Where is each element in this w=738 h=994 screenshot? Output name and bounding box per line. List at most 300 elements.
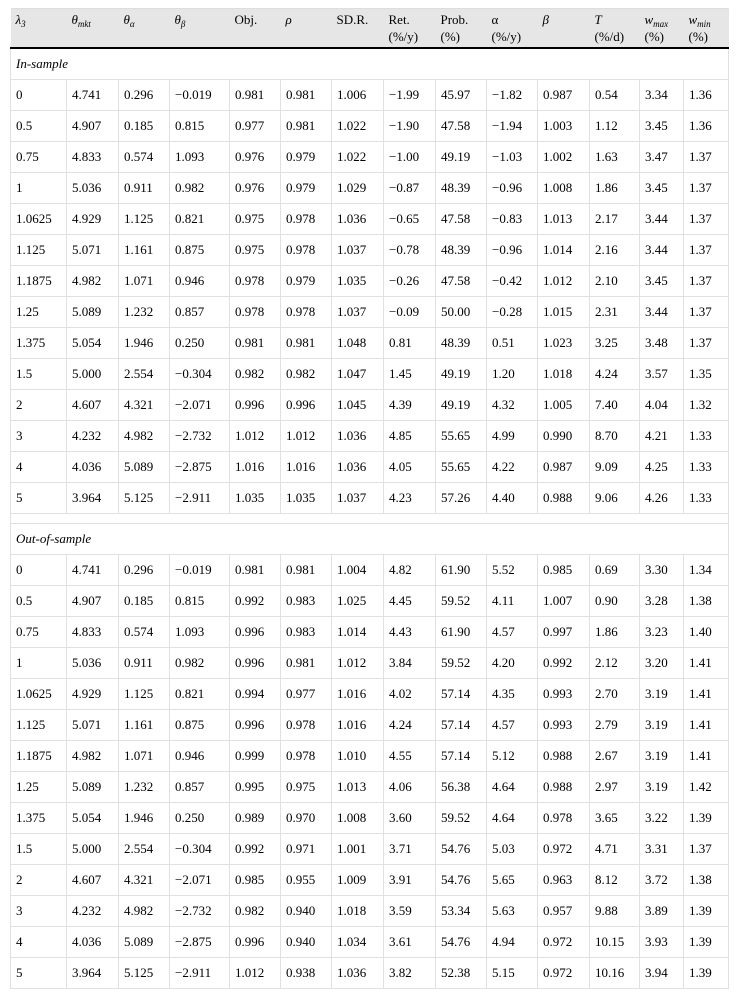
table-cell: 59.52 (436, 648, 487, 679)
table-cell: 1.018 (332, 896, 384, 927)
table-cell: 1.36 (684, 80, 729, 111)
table-row (11, 390, 729, 421)
table-row (11, 648, 729, 679)
table-cell: 3.23 (640, 617, 684, 648)
column-header-unit: (%) (644, 29, 664, 44)
table-cell: 2.79 (590, 710, 640, 741)
table-cell: 1.018 (538, 359, 590, 390)
table-cell: 1.003 (538, 111, 590, 142)
table-cell: −2.732 (170, 421, 230, 452)
table-cell: 3.65 (590, 803, 640, 834)
table-cell: 1.5 (11, 359, 67, 390)
table-cell: 3.964 (67, 958, 119, 989)
table-cell: 1.41 (684, 648, 729, 679)
table-cell: 48.39 (436, 328, 487, 359)
table-cell: 0.994 (230, 679, 281, 710)
table-cell: 1.093 (170, 617, 230, 648)
table-cell: 4.907 (67, 586, 119, 617)
table-cell: 4.99 (487, 421, 538, 452)
table-cell: 4.57 (487, 710, 538, 741)
table-cell: 0.821 (170, 679, 230, 710)
table-cell: 1.007 (538, 586, 590, 617)
table-row (11, 204, 729, 235)
table-row (11, 741, 729, 772)
table-cell: 2.70 (590, 679, 640, 710)
table-cell: 57.26 (436, 483, 487, 514)
table-cell: 47.58 (436, 266, 487, 297)
table-cell: −2.071 (170, 390, 230, 421)
table-cell: 4.21 (640, 421, 684, 452)
table-cell: 1.86 (590, 617, 640, 648)
table-cell: 1.022 (332, 111, 384, 142)
table-cell: 1.37 (684, 173, 729, 204)
table-cell: 0.996 (230, 390, 281, 421)
table-cell: 0.978 (281, 204, 332, 235)
table-cell: 0.987 (538, 80, 590, 111)
table-cell: 1.40 (684, 617, 729, 648)
table-cell: 3.93 (640, 927, 684, 958)
column-header-unit: (%/y) (388, 29, 419, 44)
table-row (11, 235, 729, 266)
table-cell: 0.988 (538, 741, 590, 772)
table-cell: 1.35 (684, 359, 729, 390)
table-cell: 0.972 (538, 958, 590, 989)
table-cell: −0.09 (384, 297, 436, 328)
table-cell: 1.86 (590, 173, 640, 204)
table-cell: 3 (11, 896, 67, 927)
column-header (67, 9, 119, 49)
column-header-label (72, 11, 116, 28)
table-cell: 56.38 (436, 772, 487, 803)
table-cell: 1.41 (684, 741, 729, 772)
table-cell: 0.977 (230, 111, 281, 142)
table-cell: 1.047 (332, 359, 384, 390)
column-header-symbol: α (491, 12, 499, 27)
table-cell: 4.55 (384, 741, 436, 772)
table-cell: 2.554 (119, 834, 170, 865)
table-cell: 1.38 (684, 586, 729, 617)
table-cell: 3.94 (640, 958, 684, 989)
table-cell: 0.990 (538, 421, 590, 452)
table-cell: 2.17 (590, 204, 640, 235)
table-cell: 4.23 (384, 483, 436, 514)
column-header-subscript: 3 (21, 19, 26, 29)
table-cell: 1.375 (11, 328, 67, 359)
table-cell: 5.089 (67, 772, 119, 803)
table-cell: 4.57 (487, 617, 538, 648)
column-header (170, 9, 230, 49)
table-cell: 2 (11, 390, 67, 421)
table-cell: 4.82 (384, 555, 436, 586)
table-cell: 1.37 (684, 834, 729, 865)
table-cell: 3.59 (384, 896, 436, 927)
table-cell: 1.41 (684, 679, 729, 710)
table-cell: 5.054 (67, 803, 119, 834)
table-cell: 4.24 (590, 359, 640, 390)
table-row (11, 834, 729, 865)
table-cell: 3.84 (384, 648, 436, 679)
section-heading-row (11, 48, 729, 80)
table-cell: 0.987 (538, 452, 590, 483)
table-cell: 1.63 (590, 142, 640, 173)
table-cell: 4.40 (487, 483, 538, 514)
table-cell: 47.58 (436, 111, 487, 142)
table-cell: 0.988 (538, 772, 590, 803)
table-cell: −1.94 (487, 111, 538, 142)
table-cell: 0.978 (281, 235, 332, 266)
table-cell: 4.05 (384, 452, 436, 483)
table-cell: 1.037 (332, 297, 384, 328)
table-cell: 0.857 (170, 297, 230, 328)
table-cell: 1.41 (684, 710, 729, 741)
table-cell: 3.89 (640, 896, 684, 927)
table-cell: 3.19 (640, 772, 684, 803)
table-cell: 4.85 (384, 421, 436, 452)
table-cell: 5.125 (119, 958, 170, 989)
table-cell: −0.019 (170, 80, 230, 111)
column-header-subscript: mkt (77, 19, 91, 29)
table-cell: 0.983 (281, 586, 332, 617)
table-cell: 1.016 (332, 710, 384, 741)
table-row (11, 617, 729, 648)
table-cell: 1.0625 (11, 679, 67, 710)
column-header (487, 9, 538, 49)
table-cell: 5.036 (67, 173, 119, 204)
table-cell: 1.125 (11, 710, 67, 741)
table-cell: 3.19 (640, 741, 684, 772)
column-header-subscript: min (697, 19, 711, 29)
column-header (640, 9, 684, 49)
table-cell: −0.87 (384, 173, 436, 204)
table-cell: 1.125 (11, 235, 67, 266)
table-row (11, 586, 729, 617)
column-header-symbol: Ret. (388, 12, 410, 27)
table-cell: 0.946 (170, 266, 230, 297)
table-cell: 2.554 (119, 359, 170, 390)
table-cell: 54.76 (436, 927, 487, 958)
table-cell: 4.741 (67, 80, 119, 111)
table-cell: 0.982 (230, 359, 281, 390)
table-row (11, 555, 729, 586)
table-cell: 1.004 (332, 555, 384, 586)
table-cell: 1.013 (538, 204, 590, 235)
table-cell: 1.035 (332, 266, 384, 297)
table-cell: 0.875 (170, 710, 230, 741)
table-cell: 2.97 (590, 772, 640, 803)
table-cell: 0.981 (281, 648, 332, 679)
table-cell: 0.992 (230, 586, 281, 617)
table-cell: 5.63 (487, 896, 538, 927)
table-cell: 0.90 (590, 586, 640, 617)
table-cell: 3.44 (640, 297, 684, 328)
table-cell: 1.009 (332, 865, 384, 896)
table-cell: 4.833 (67, 142, 119, 173)
section-title: In-sample (11, 48, 729, 80)
table-body (11, 48, 729, 989)
table-cell: 5.089 (67, 297, 119, 328)
table-cell: 2.16 (590, 235, 640, 266)
column-header-symbol: λ (15, 12, 22, 27)
table-cell: 49.19 (436, 359, 487, 390)
table-cell: 3.28 (640, 586, 684, 617)
table-cell: 4.232 (67, 421, 119, 452)
table-cell: 0.982 (170, 173, 230, 204)
column-header-subscript: α (129, 19, 135, 29)
table-cell: 1.045 (332, 390, 384, 421)
column-header (332, 9, 384, 49)
table-cell: 1.161 (119, 710, 170, 741)
table-cell: −0.78 (384, 235, 436, 266)
table-cell: 0.574 (119, 617, 170, 648)
table-cell: 53.34 (436, 896, 487, 927)
column-header-unit: (%/y) (491, 29, 522, 44)
section-heading-row (11, 524, 729, 555)
table-cell: 10.15 (590, 927, 640, 958)
table-cell: 1.016 (332, 679, 384, 710)
table-cell: 4.02 (384, 679, 436, 710)
table-cell: 0.75 (11, 617, 67, 648)
table-cell: 0.975 (281, 772, 332, 803)
table-cell: 5 (11, 483, 67, 514)
table-cell: 0.985 (538, 555, 590, 586)
table-cell: 0.978 (230, 266, 281, 297)
table-cell: 2.67 (590, 741, 640, 772)
table-cell: 4.321 (119, 865, 170, 896)
column-header-label (16, 11, 64, 28)
table-cell: 3.71 (384, 834, 436, 865)
table-cell: 0.963 (538, 865, 590, 896)
table-cell: 0.982 (170, 648, 230, 679)
table-cell: 0.815 (170, 111, 230, 142)
table-cell: 0.875 (170, 235, 230, 266)
table-cell: 3.22 (640, 803, 684, 834)
table-cell: 4.232 (67, 896, 119, 927)
table-cell: 1.45 (384, 359, 436, 390)
table-cell: 54.76 (436, 834, 487, 865)
table-cell: 0.975 (230, 204, 281, 235)
table-cell: 0.54 (590, 80, 640, 111)
table-cell: 4.741 (67, 555, 119, 586)
table-cell: 1.34 (684, 555, 729, 586)
column-header-symbol: w (688, 12, 698, 27)
table-cell: 0.999 (230, 741, 281, 772)
table-cell: −0.96 (487, 235, 538, 266)
table-cell: 3.25 (590, 328, 640, 359)
table-cell: 1.37 (684, 142, 729, 173)
table-cell: 4.32 (487, 390, 538, 421)
table-cell: 1 (11, 648, 67, 679)
column-header-subscript: β (180, 19, 186, 29)
table-cell: 1.001 (332, 834, 384, 865)
table-cell: 0.946 (170, 741, 230, 772)
table-cell: 1.39 (684, 927, 729, 958)
table-cell: 4 (11, 452, 67, 483)
table-cell: 57.14 (436, 741, 487, 772)
table-cell: 1.5 (11, 834, 67, 865)
table-cell: 3.44 (640, 235, 684, 266)
column-header (119, 9, 170, 49)
table-cell: 1.012 (230, 421, 281, 452)
table-cell: 3.91 (384, 865, 436, 896)
column-header-symbol: Obj. (234, 12, 258, 27)
table-cell: 10.16 (590, 958, 640, 989)
table-cell: 1.12 (590, 111, 640, 142)
table-cell: 1.37 (684, 266, 729, 297)
table-cell: 0.75 (11, 142, 67, 173)
column-header-label (337, 11, 381, 28)
table-cell: 0.997 (538, 617, 590, 648)
table-cell: −1.00 (384, 142, 436, 173)
table-cell: 0.955 (281, 865, 332, 896)
table-cell: 1.013 (332, 772, 384, 803)
table-cell: 3.45 (640, 111, 684, 142)
column-header-label (689, 11, 726, 28)
table-cell: 4.321 (119, 390, 170, 421)
table-cell: 0.5 (11, 111, 67, 142)
column-header-symbol: ρ (285, 12, 292, 27)
table-cell: 1.010 (332, 741, 384, 772)
column-header (538, 9, 590, 49)
column-header-label (389, 11, 433, 28)
table-cell: 1.37 (684, 235, 729, 266)
table-cell: 1.037 (332, 483, 384, 514)
column-header-symbol: w (644, 12, 654, 27)
table-cell: 4.45 (384, 586, 436, 617)
column-header-unit: (%/d) (594, 29, 625, 44)
table-cell: 4.04 (640, 390, 684, 421)
table-cell: 0.250 (170, 803, 230, 834)
table-cell: 0.972 (538, 927, 590, 958)
table-cell: 1.33 (684, 452, 729, 483)
table-cell: 0.996 (230, 648, 281, 679)
table-cell: 5.000 (67, 834, 119, 865)
table-row (11, 452, 729, 483)
table-cell: 48.39 (436, 173, 487, 204)
table-cell: 1.25 (11, 772, 67, 803)
table-cell: 4.929 (67, 204, 119, 235)
table-cell: 4.94 (487, 927, 538, 958)
table-cell: 0.992 (230, 834, 281, 865)
table-cell: 3 (11, 421, 67, 452)
table-cell: 4.982 (119, 896, 170, 927)
table-cell: 1.034 (332, 927, 384, 958)
table-cell: 5.03 (487, 834, 538, 865)
table-cell: 1.36 (684, 111, 729, 142)
table-cell: 0.993 (538, 679, 590, 710)
table-cell: 1.125 (119, 204, 170, 235)
column-header-symbol: Prob. (440, 12, 469, 27)
table-cell: 0.81 (384, 328, 436, 359)
table-cell: 4.929 (67, 679, 119, 710)
table-cell: 1.20 (487, 359, 538, 390)
table-cell: 8.12 (590, 865, 640, 896)
table-cell: 1.035 (281, 483, 332, 514)
table-cell: −0.96 (487, 173, 538, 204)
table-cell: 5.12 (487, 741, 538, 772)
table-cell: 1.946 (119, 803, 170, 834)
table-cell: 0.970 (281, 803, 332, 834)
table-cell: 0.981 (281, 555, 332, 586)
table-cell: 0.982 (281, 359, 332, 390)
table-cell: 0.821 (170, 204, 230, 235)
table-cell: 0.983 (281, 617, 332, 648)
table-cell: 4.26 (640, 483, 684, 514)
column-header-label (492, 11, 535, 28)
table-cell: 45.97 (436, 80, 487, 111)
table-row (11, 297, 729, 328)
table-cell: 5.65 (487, 865, 538, 896)
table-cell: 5.089 (119, 452, 170, 483)
table-cell: 5.071 (67, 710, 119, 741)
column-header-label (645, 11, 681, 28)
table-row (11, 483, 729, 514)
table-cell: 3.964 (67, 483, 119, 514)
table-cell: 0.972 (538, 834, 590, 865)
table-cell: −0.83 (487, 204, 538, 235)
table-cell: −0.304 (170, 834, 230, 865)
table-cell: 4.06 (384, 772, 436, 803)
table-cell: 0.996 (281, 390, 332, 421)
table-cell: 4.64 (487, 803, 538, 834)
table-header (11, 9, 729, 49)
table-cell: 4.982 (119, 421, 170, 452)
table-row (11, 266, 729, 297)
table-cell: −1.90 (384, 111, 436, 142)
table-cell: 1.036 (332, 204, 384, 235)
table-row (11, 679, 729, 710)
table-cell: 1.016 (281, 452, 332, 483)
table-cell: 7.40 (590, 390, 640, 421)
table-cell: 1.006 (332, 80, 384, 111)
column-header (436, 9, 487, 49)
table-cell: 3.45 (640, 266, 684, 297)
column-header-symbol: θ (71, 12, 78, 27)
table-cell: 1.093 (170, 142, 230, 173)
table-cell: 4.64 (487, 772, 538, 803)
table-cell: 1.014 (538, 235, 590, 266)
table-cell: 1.035 (230, 483, 281, 514)
column-header-symbol: θ (123, 12, 130, 27)
table-cell: 0.971 (281, 834, 332, 865)
table-cell: 1.1875 (11, 266, 67, 297)
table-cell: 0.975 (230, 235, 281, 266)
table-cell: 0.981 (230, 80, 281, 111)
table-cell: 3.82 (384, 958, 436, 989)
table-cell: 0.978 (281, 710, 332, 741)
table-cell: 61.90 (436, 617, 487, 648)
table-cell: 57.14 (436, 710, 487, 741)
table-cell: 1.37 (684, 328, 729, 359)
table-cell: 0.940 (281, 927, 332, 958)
table-cell: 0.911 (119, 648, 170, 679)
table-cell: 0.981 (230, 328, 281, 359)
table-row (11, 896, 729, 927)
table-cell: 5 (11, 958, 67, 989)
table-cell: 3.20 (640, 648, 684, 679)
table-cell: 0.996 (230, 710, 281, 741)
table-cell: 0.857 (170, 772, 230, 803)
table-cell: 0.979 (281, 266, 332, 297)
table-cell: 4 (11, 927, 67, 958)
table-row (11, 803, 729, 834)
table-cell: 3.61 (384, 927, 436, 958)
table-cell: 61.90 (436, 555, 487, 586)
table-cell: 0.69 (590, 555, 640, 586)
table-cell: 4.71 (590, 834, 640, 865)
table-cell: −2.732 (170, 896, 230, 927)
table-cell: −2.911 (170, 483, 230, 514)
column-header-label (441, 11, 484, 28)
